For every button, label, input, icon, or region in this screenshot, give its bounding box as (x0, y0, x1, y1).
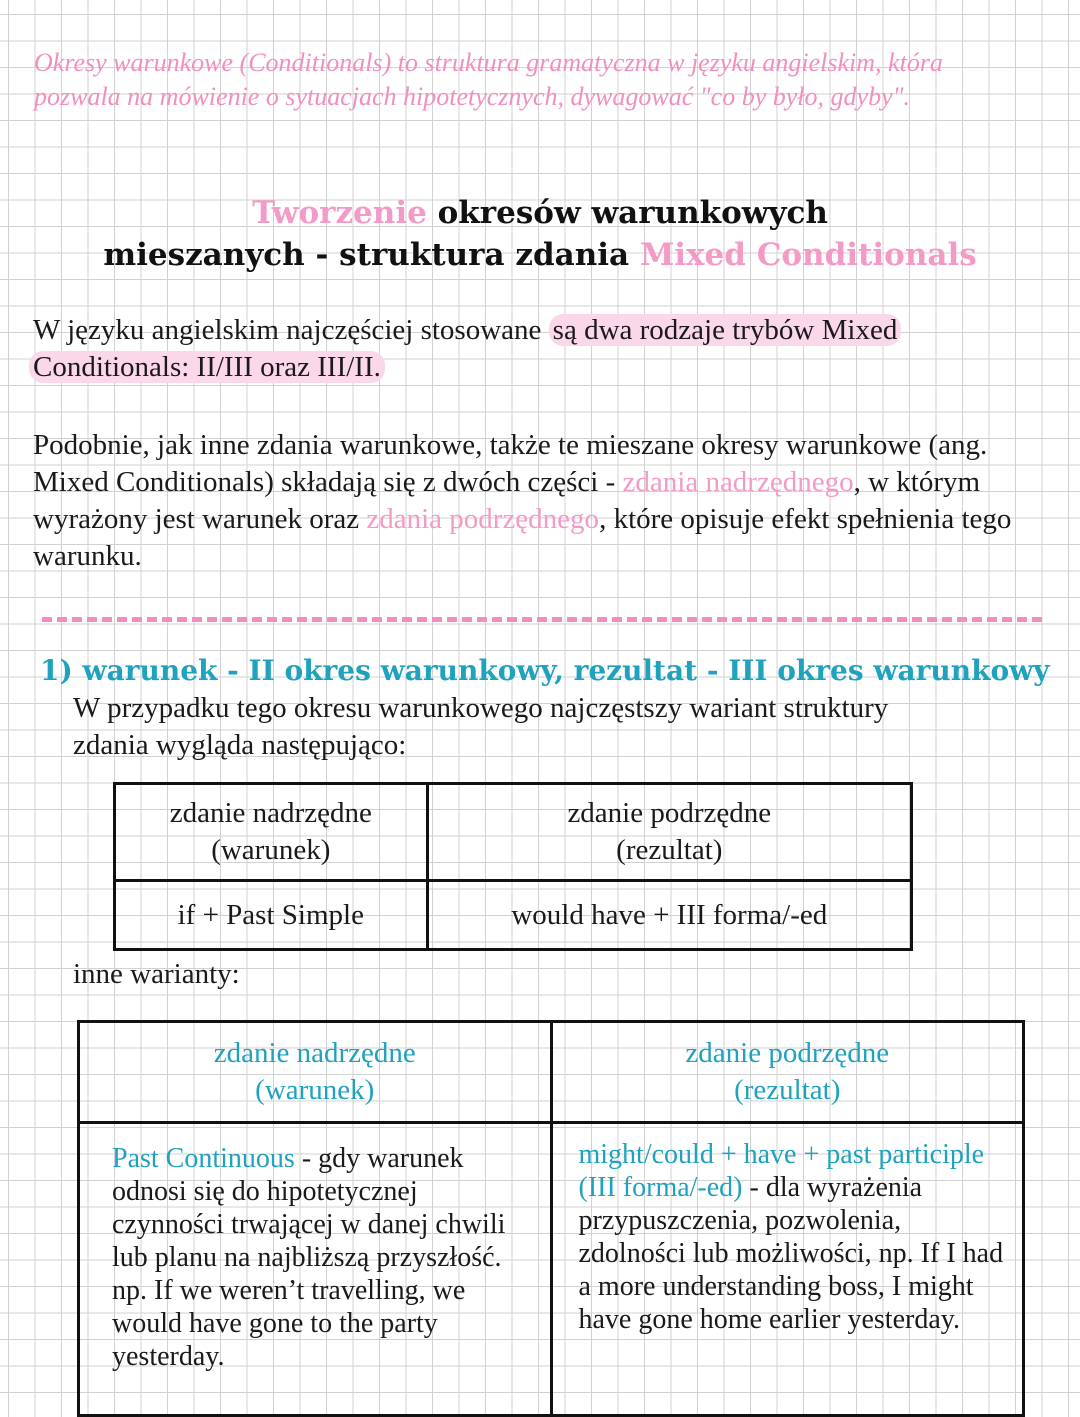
highlight-2: Conditionals: II/III oraz III/II. (29, 351, 385, 383)
section-1-intro (73, 690, 1063, 764)
table-cell: if + Past Simple (115, 881, 428, 950)
dashed-divider (42, 617, 1042, 622)
table-header-cell (115, 784, 428, 881)
variants-table (77, 1020, 1025, 1417)
term-nadrzedne: zdania nadrzędnego (622, 466, 854, 498)
table-header-row (79, 1022, 1024, 1123)
section-1-intro-line-1: W przypadku tego okresu warunkowego najczęstszy wariant struktury (73, 692, 889, 724)
other-variants-label: inne warianty: (73, 958, 240, 990)
header-main-clause: zdanie nadrzędne (169, 797, 372, 829)
intro-line-1: Okresy warunkowe (Conditionals) to struktura gramatyczna w języku angielskim, która (34, 48, 943, 77)
table-header-cell (551, 1022, 1024, 1123)
variant-left-term: Past Continuous (112, 1143, 295, 1174)
header-sub-clause: zdanie podrzędne (567, 797, 772, 829)
header-sub-clause-sub: (rezultat) (616, 834, 723, 866)
title-part-4: Mixed Conditionals (639, 237, 977, 273)
header-main-clause-sub: (warunek) (211, 834, 331, 866)
title-part-3: mieszanych - struktura zdania (103, 237, 640, 273)
intro-text (34, 46, 1034, 114)
table-cell (79, 1123, 552, 1416)
header-main-clause: zdanie nadrzędne (213, 1037, 416, 1069)
paragraph-structure (33, 427, 1023, 575)
section-1-intro-line-2: zdania wygląda następująco: (73, 729, 407, 761)
paragraph-structure-text-1: Podobnie, jak inne zdania warunkowe, także te mieszane okresy warunkowe (ang. Mixed Conditionals) składają się z dwóch części - (33, 429, 988, 498)
paragraph-types (33, 312, 1023, 386)
header-sub-clause: zdanie podrzędne (685, 1037, 890, 1069)
paragraph-structure-text-3: , które opisuje efekt spełnienia tego warunku. (33, 503, 1012, 572)
variant-right-text: - dla wyrażenia przypuszczenia, pozwolenia, zdolności lub możliwości, np. If I had a more understanding boss, I might have gone home earlier yesterday. (578, 1172, 1004, 1335)
variant-right-term: might/could + have + past participle (III forma/-ed) (578, 1139, 985, 1203)
table-header-cell (427, 784, 911, 881)
section-1-heading: 1) warunek - II okres warunkowy, rezultat - III okres warunkowy (40, 654, 1050, 687)
title-part-1: Tworzenie (252, 195, 427, 231)
table-cell: would have + III forma/-ed (427, 881, 911, 950)
paragraph-types-pre: W języku angielskim najczęściej stosowane (33, 314, 549, 346)
header-sub-clause-sub: (rezultat) (734, 1074, 841, 1106)
table-cell (551, 1123, 1024, 1416)
header-main-clause-sub: (warunek) (255, 1074, 375, 1106)
paragraph-structure-text-2: , w którym wyrażony jest warunek oraz (33, 466, 981, 535)
table-header-cell (79, 1022, 552, 1123)
table-row (79, 1123, 1024, 1416)
page-title (40, 192, 1040, 276)
table-header-row (115, 784, 912, 881)
term-podrzedne: zdania podrzędnego (366, 503, 600, 535)
structure-table (113, 782, 913, 951)
intro-line-2: pozwala na mówienie o sytuacjach hipotetycznych, dywagować "co by było, gdyby". (34, 82, 911, 111)
highlight-1: są dwa rodzaje trybów Mixed (549, 314, 902, 346)
table-row (115, 881, 912, 950)
variant-left-text: - gdy warunek odnosi się do hipotetycznej czynności trwającej w danej chwili lub planu na najbliższą przyszłość. np. If we weren’t travelling, we would have gone to the party yesterday. (112, 1143, 506, 1372)
title-part-2: okresów warunkowych (426, 195, 828, 231)
